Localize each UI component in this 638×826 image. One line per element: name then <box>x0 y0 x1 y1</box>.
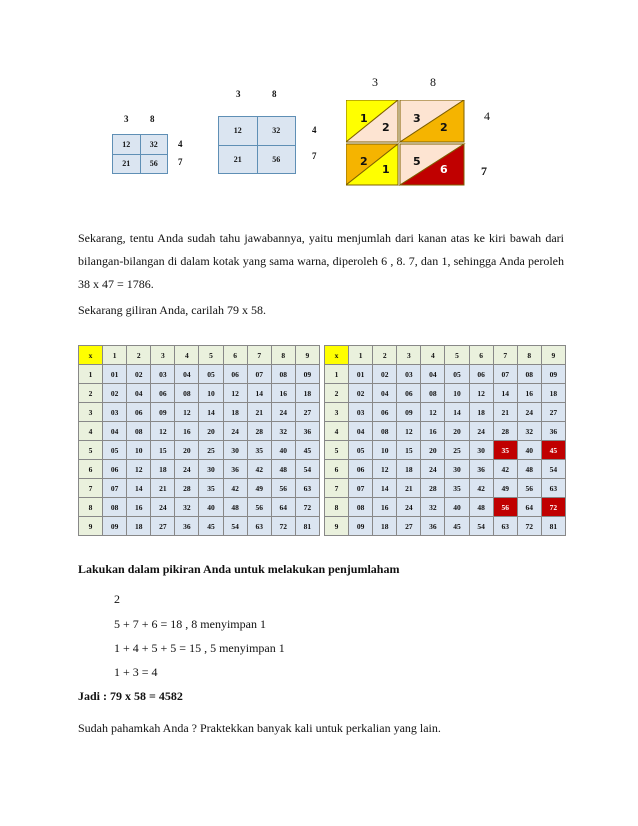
table-cell: 54 <box>541 460 565 479</box>
lattice-br-lower: 6 <box>440 163 448 176</box>
diagram-2-top-a: 3 <box>236 89 241 99</box>
table-cell: 08 <box>517 365 541 384</box>
lattice-tr-upper: 3 <box>413 112 421 125</box>
table-cell: 04 <box>421 365 445 384</box>
table-cell: 21 <box>247 403 271 422</box>
table-cell: 48 <box>271 460 295 479</box>
table-cell: 72 <box>541 498 565 517</box>
table-cell: 45 <box>295 441 319 460</box>
diagram-1-right-a: 4 <box>178 139 183 149</box>
table-cell: 12 <box>127 460 151 479</box>
table-cell: 12 <box>175 403 199 422</box>
table-header-cell: 3 <box>151 346 175 365</box>
table-cell: 01 <box>349 365 373 384</box>
table-cell: 81 <box>295 517 319 536</box>
table-cell: 24 <box>469 422 493 441</box>
diagram-2-top-b: 8 <box>272 89 277 99</box>
grid-cell: 32 <box>257 117 296 146</box>
table-header-cell: 1 <box>103 346 127 365</box>
table-cell: 12 <box>397 422 421 441</box>
table-cell: 21 <box>151 479 175 498</box>
table-cell: 56 <box>517 479 541 498</box>
table-cell: 04 <box>349 422 373 441</box>
table-cell: 12 <box>469 384 493 403</box>
table-cell: 24 <box>421 460 445 479</box>
table-cell: 08 <box>349 498 373 517</box>
table-header-cell: 5 <box>445 346 469 365</box>
lattice-tr-lower: 2 <box>440 121 448 134</box>
table-header-cell: 7 <box>247 346 271 365</box>
table-cell: 63 <box>295 479 319 498</box>
table-cell: 05 <box>199 365 223 384</box>
table-cell: 18 <box>373 517 397 536</box>
result-line: Jadi : 79 x 58 = 4582 <box>78 689 183 703</box>
diagram-3-right-b: 7 <box>481 164 487 178</box>
table-cell: 10 <box>373 441 397 460</box>
table-cell: 04 <box>103 422 127 441</box>
table-cell: 40 <box>445 498 469 517</box>
table-header-cell: 4 <box>175 346 199 365</box>
diagram-2-grid <box>218 116 296 174</box>
step-line: 5 + 7 + 6 = 18 , 8 menyimpan 1 <box>114 617 266 631</box>
table-row <box>325 403 566 422</box>
table-cell: 20 <box>199 422 223 441</box>
step-line: 1 + 4 + 5 + 5 = 15 , 5 menyimpan 1 <box>114 641 285 655</box>
table-row <box>325 479 566 498</box>
table-cell: 56 <box>271 479 295 498</box>
table-cell: 28 <box>421 479 445 498</box>
table-header-cell: 4 <box>421 346 445 365</box>
table-cell: 14 <box>199 403 223 422</box>
table-cell: 35 <box>445 479 469 498</box>
table-cell: 04 <box>127 384 151 403</box>
table-row <box>79 498 320 517</box>
table-cell: 02 <box>373 365 397 384</box>
table-cell: 36 <box>175 517 199 536</box>
table-header-cell: 3 <box>397 346 421 365</box>
table-cell: 18 <box>151 460 175 479</box>
table-cell: 16 <box>421 422 445 441</box>
task-paragraph: Sekarang giliran Anda, carilah 79 x 58. <box>78 303 266 317</box>
table-cell: 24 <box>271 403 295 422</box>
grid-cell: 56 <box>140 154 168 174</box>
table-cell: 04 <box>373 384 397 403</box>
table-cell: 48 <box>517 460 541 479</box>
table-cell: 08 <box>127 422 151 441</box>
table-cell: 07 <box>493 365 517 384</box>
diagram-3-right-a: 4 <box>484 109 490 123</box>
table-header-cell: 2 <box>373 346 397 365</box>
table-cell: 32 <box>175 498 199 517</box>
table-row <box>79 441 320 460</box>
table-cell: 32 <box>421 498 445 517</box>
table-cell: 18 <box>223 403 247 422</box>
diagram-2-right-a: 4 <box>312 125 317 135</box>
table-cell: 24 <box>223 422 247 441</box>
table-cell: 28 <box>175 479 199 498</box>
table-row-header: 7 <box>325 479 349 498</box>
table-row <box>79 460 320 479</box>
diagram-1-top-a: 3 <box>124 114 129 124</box>
table-cell: 25 <box>199 441 223 460</box>
table-cell: 08 <box>103 498 127 517</box>
table-cell: 27 <box>151 517 175 536</box>
table-cell: 24 <box>397 498 421 517</box>
table-cell: 54 <box>469 517 493 536</box>
table-row <box>79 422 320 441</box>
table-cell: 09 <box>349 517 373 536</box>
grid-cell: 56 <box>257 145 296 174</box>
table-cell: 40 <box>517 441 541 460</box>
table-row-header: 9 <box>79 517 103 536</box>
table-cell: 16 <box>373 498 397 517</box>
table-cell: 36 <box>223 460 247 479</box>
step-line: 2 <box>114 592 120 606</box>
table-row-header: 5 <box>325 441 349 460</box>
table-cell: 20 <box>445 422 469 441</box>
table-header-cell: 8 <box>517 346 541 365</box>
lattice-tl-lower: 2 <box>382 121 390 134</box>
table-cell: 06 <box>373 403 397 422</box>
table-cell: 08 <box>175 384 199 403</box>
table-row-header: 1 <box>325 365 349 384</box>
table-cell: 42 <box>493 460 517 479</box>
table-cell: 30 <box>445 460 469 479</box>
table-cell: 18 <box>397 460 421 479</box>
table-cell: 36 <box>295 422 319 441</box>
table-cell: 64 <box>517 498 541 517</box>
table-cell: 05 <box>445 365 469 384</box>
diagram-3-top-b: 8 <box>430 75 436 89</box>
table-cell: 18 <box>541 384 565 403</box>
table-cell: 18 <box>295 384 319 403</box>
table-cell: 42 <box>247 460 271 479</box>
table-cell: 09 <box>295 365 319 384</box>
table-header-cell: 8 <box>271 346 295 365</box>
table-cell: 09 <box>151 403 175 422</box>
table-cell: 63 <box>493 517 517 536</box>
table-row-header: 9 <box>325 517 349 536</box>
table-row <box>325 365 566 384</box>
table-row-header: 5 <box>79 441 103 460</box>
table-cell: 10 <box>445 384 469 403</box>
table-cell: 36 <box>541 422 565 441</box>
table-cell: 36 <box>469 460 493 479</box>
table-cell: 12 <box>223 384 247 403</box>
table-cell: 36 <box>421 517 445 536</box>
table-cell: 04 <box>175 365 199 384</box>
table-cell: 05 <box>103 441 127 460</box>
table-header-cell: 1 <box>349 346 373 365</box>
table-cell: 05 <box>349 441 373 460</box>
table-cell: 54 <box>295 460 319 479</box>
diagram-3-top-a: 3 <box>372 75 378 89</box>
table-row-header: 4 <box>325 422 349 441</box>
table-cell: 49 <box>247 479 271 498</box>
table-cell: 02 <box>127 365 151 384</box>
table-cell: 07 <box>103 479 127 498</box>
table-cell: 08 <box>373 422 397 441</box>
table-cell: 06 <box>349 460 373 479</box>
table-cell: 21 <box>493 403 517 422</box>
table-cell: 09 <box>103 517 127 536</box>
table-cell: 07 <box>247 365 271 384</box>
table-cell: 06 <box>223 365 247 384</box>
table-header-cell: 9 <box>541 346 565 365</box>
table-row-header: 6 <box>79 460 103 479</box>
table-cell: 27 <box>541 403 565 422</box>
table-cell: 81 <box>541 517 565 536</box>
table-row <box>79 403 320 422</box>
table-cell: 16 <box>175 422 199 441</box>
table-row <box>325 517 566 536</box>
table-cell: 32 <box>517 422 541 441</box>
table-row-header: 3 <box>79 403 103 422</box>
table-cell: 30 <box>469 441 493 460</box>
table-cell: 10 <box>127 441 151 460</box>
table-row <box>325 384 566 403</box>
table-cell: 20 <box>421 441 445 460</box>
table-cell: 03 <box>349 403 373 422</box>
table-row <box>325 422 566 441</box>
table-row <box>79 384 320 403</box>
table-cell: 03 <box>103 403 127 422</box>
table-cell: 49 <box>493 479 517 498</box>
grid-cell: 12 <box>219 117 258 146</box>
table-cell: 14 <box>127 479 151 498</box>
grid-cell: 21 <box>219 145 258 174</box>
diagram-1-top-b: 8 <box>150 114 155 124</box>
table-cell: 27 <box>397 517 421 536</box>
table-cell: 06 <box>397 384 421 403</box>
table-cell: 28 <box>247 422 271 441</box>
table-cell: 54 <box>223 517 247 536</box>
multiplication-table-left <box>78 345 320 536</box>
table-cell: 06 <box>127 403 151 422</box>
table-row <box>79 517 320 536</box>
multiplication-table-right <box>324 345 566 536</box>
table-cell: 10 <box>199 384 223 403</box>
table-cell: 56 <box>493 498 517 517</box>
table-row-header: 8 <box>79 498 103 517</box>
table-row <box>79 365 320 384</box>
table-cell: 16 <box>271 384 295 403</box>
table-row <box>79 479 320 498</box>
table-header-cell: 2 <box>127 346 151 365</box>
table-cell: 72 <box>295 498 319 517</box>
closing-line: Sudah pahamkah Anda ? Praktekkan banyak kali untuk perkalian yang lain. <box>78 721 441 735</box>
table-corner-cell: x <box>325 346 349 365</box>
table-cell: 45 <box>445 517 469 536</box>
table-cell: 09 <box>397 403 421 422</box>
table-cell: 14 <box>247 384 271 403</box>
table-row <box>325 441 566 460</box>
table-cell: 12 <box>151 422 175 441</box>
explanation-paragraph: Sekarang, tentu Anda sudah tahu jawabannya, yaitu menjumlah dari kanan atas ke kiri bawah dari bilangan-bilangan di dalam kotak yang sama warna, diperoleh 6 , 8. 7, dan 1, sehingga Anda peroleh 38 x 47 = 1786. <box>78 231 564 291</box>
table-cell: 24 <box>517 403 541 422</box>
table-row <box>325 460 566 479</box>
table-cell: 35 <box>493 441 517 460</box>
table-cell: 02 <box>349 384 373 403</box>
table-cell: 14 <box>493 384 517 403</box>
table-cell: 20 <box>175 441 199 460</box>
grid-cell: 12 <box>113 135 141 155</box>
table-cell: 30 <box>199 460 223 479</box>
steps-heading: Lakukan dalam pikiran Anda untuk melakukan penjumlaham <box>78 562 400 576</box>
table-row-header: 7 <box>79 479 103 498</box>
table-header-cell: 7 <box>493 346 517 365</box>
table-cell: 32 <box>271 422 295 441</box>
grid-cell: 21 <box>113 154 141 174</box>
table-row-header: 3 <box>325 403 349 422</box>
table-row-header: 1 <box>79 365 103 384</box>
lattice-br-upper: 5 <box>413 155 421 168</box>
table-row-header: 4 <box>79 422 103 441</box>
table-row-header: 6 <box>325 460 349 479</box>
table-cell: 12 <box>373 460 397 479</box>
table-cell: 08 <box>271 365 295 384</box>
lattice-bl-upper: 2 <box>360 155 368 168</box>
table-cell: 14 <box>373 479 397 498</box>
grid-cell: 32 <box>140 135 168 155</box>
table-header-cell: 6 <box>223 346 247 365</box>
table-cell: 35 <box>199 479 223 498</box>
table-row-header: 2 <box>79 384 103 403</box>
table-cell: 15 <box>151 441 175 460</box>
table-cell: 72 <box>517 517 541 536</box>
diagram-1-right-b: 7 <box>178 157 183 167</box>
table-header-cell: 5 <box>199 346 223 365</box>
lattice-bl-lower: 1 <box>382 163 390 176</box>
table-cell: 42 <box>223 479 247 498</box>
table-cell: 24 <box>175 460 199 479</box>
table-cell: 25 <box>445 441 469 460</box>
table-cell: 15 <box>397 441 421 460</box>
table-cell: 06 <box>151 384 175 403</box>
table-cell: 16 <box>127 498 151 517</box>
table-cell: 48 <box>223 498 247 517</box>
table-row <box>325 498 566 517</box>
table-cell: 63 <box>247 517 271 536</box>
table-cell: 16 <box>517 384 541 403</box>
table-cell: 27 <box>295 403 319 422</box>
table-cell: 18 <box>469 403 493 422</box>
table-cell: 72 <box>271 517 295 536</box>
table-cell: 06 <box>103 460 127 479</box>
table-cell: 03 <box>151 365 175 384</box>
table-cell: 35 <box>247 441 271 460</box>
table-corner-cell: x <box>79 346 103 365</box>
lattice-tl-upper: 1 <box>360 112 368 125</box>
table-row-header: 8 <box>325 498 349 517</box>
table-row-header: 2 <box>325 384 349 403</box>
table-cell: 07 <box>349 479 373 498</box>
table-cell: 08 <box>421 384 445 403</box>
table-cell: 01 <box>103 365 127 384</box>
table-cell: 28 <box>493 422 517 441</box>
table-cell: 21 <box>397 479 421 498</box>
table-cell: 40 <box>199 498 223 517</box>
table-cell: 02 <box>103 384 127 403</box>
table-cell: 14 <box>445 403 469 422</box>
table-cell: 45 <box>541 441 565 460</box>
table-cell: 03 <box>397 365 421 384</box>
table-cell: 48 <box>469 498 493 517</box>
table-cell: 30 <box>223 441 247 460</box>
table-cell: 06 <box>469 365 493 384</box>
table-cell: 24 <box>151 498 175 517</box>
table-header-cell: 6 <box>469 346 493 365</box>
table-cell: 18 <box>127 517 151 536</box>
diagram-2-right-b: 7 <box>312 151 317 161</box>
table-cell: 64 <box>271 498 295 517</box>
table-cell: 12 <box>421 403 445 422</box>
step-line: 1 + 3 = 4 <box>114 665 158 679</box>
table-cell: 56 <box>247 498 271 517</box>
diagram-1-grid <box>112 134 168 174</box>
table-cell: 40 <box>271 441 295 460</box>
table-header-cell: 9 <box>295 346 319 365</box>
table-cell: 63 <box>541 479 565 498</box>
table-cell: 42 <box>469 479 493 498</box>
table-cell: 45 <box>199 517 223 536</box>
table-cell: 09 <box>541 365 565 384</box>
